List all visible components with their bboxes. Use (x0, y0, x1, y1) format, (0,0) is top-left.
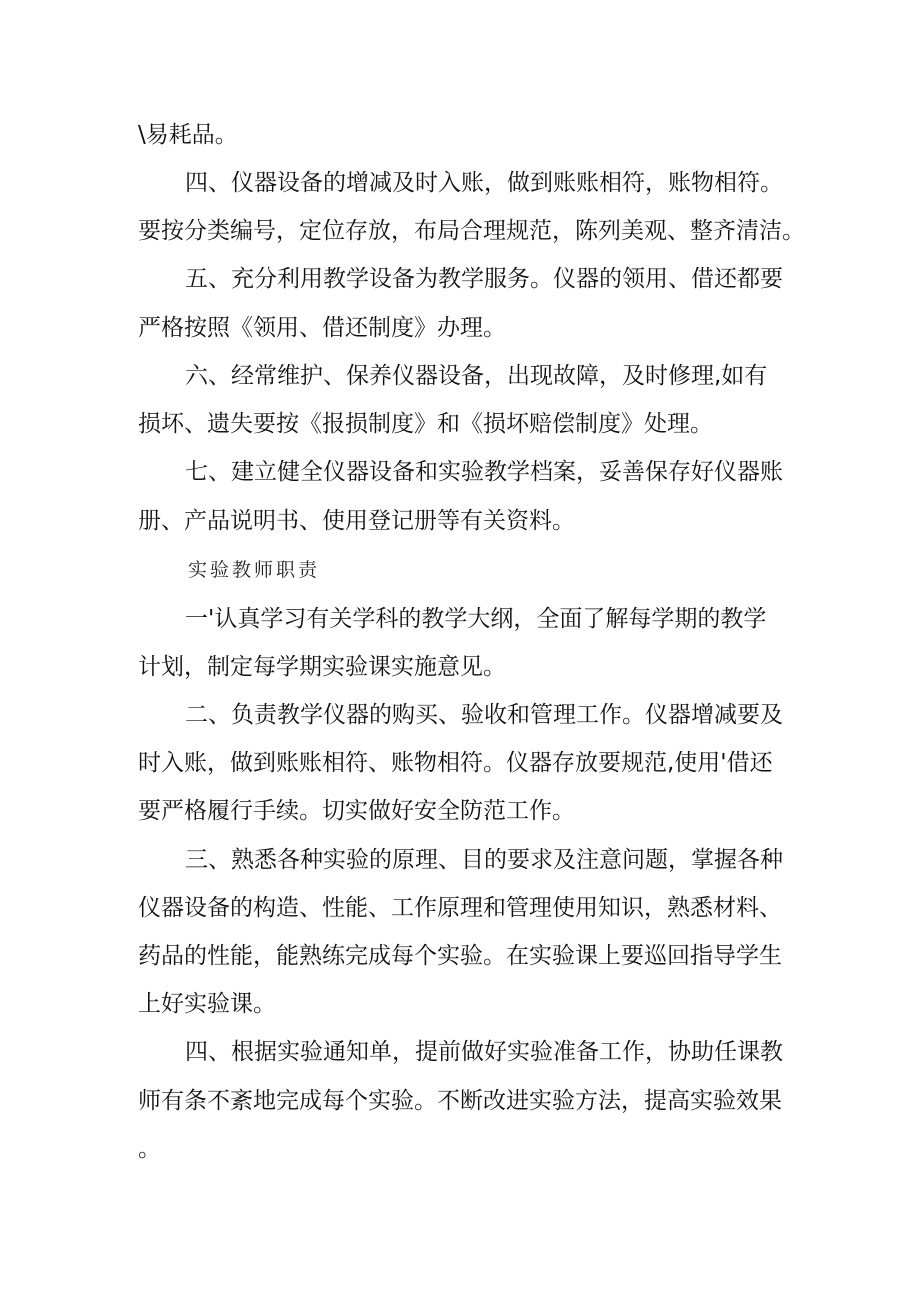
text-line: 一'认真学习有关学科的教学大纲，全面了解每学期的教学 (185, 606, 767, 632)
text-line: 计划，制定每学期实验课实施意见。 (138, 654, 506, 680)
text-line: 四、仪器设备的增减及时入账，做到账账相符，账物相符。 (185, 170, 783, 196)
text-line: 损坏、遗失要按《报损制度》和《损坏赔偿制度》处理。 (138, 411, 713, 437)
text-line: 二、负责教学仪器的购买、验收和管理工作。仪器增减要及 (185, 702, 783, 728)
text-line: 要严格履行手续。切实做好安全防范工作。 (138, 798, 575, 824)
text-line: 三、熟悉各种实验的原理、目的要求及注意问题，掌握各种 (185, 847, 783, 873)
text-line: 四、根据实验通知单，提前做好实验准备工作，协助任课教 (185, 1039, 783, 1065)
text-line: 册、产品说明书、使用登记册等有关资料。 (138, 508, 575, 534)
text-line: 仪器设备的构造、性能、工作原理和管理使用知识，熟悉材料、 (138, 895, 782, 921)
text-line: 。 (138, 1136, 161, 1162)
text-line: 上好实验课。 (138, 991, 276, 1017)
text-line: 五、充分利用教学设备为教学服务。仪器的领用、借还都要 (185, 266, 783, 292)
text-line: 师有条不紊地完成每个实验。不断改进实验方法，提高实验效果 (138, 1088, 782, 1114)
text-line: 严格按照《领用、借还制度》办理。 (138, 315, 506, 341)
text-line: 六、经常维护、保养仪器设备，出现故障，及时修理,如有 (185, 363, 768, 389)
text-line: 时入账，做到账账相符、账物相符。仪器存放要规范,使用'借还 (138, 750, 773, 776)
section-heading: 实验教师职责 (188, 559, 321, 581)
text-line: 要按分类编号，定位存放，布局合理规范，陈列美观、整齐清洁。 (138, 218, 805, 244)
text-line: 七、建立健全仪器设备和实验教学档案，妥善保存好仪器账 (185, 459, 783, 485)
text-line: \易耗品。 (138, 122, 238, 148)
text-line: 药品的性能，能熟练完成每个实验。在实验课上要巡回指导学生 (138, 943, 782, 969)
